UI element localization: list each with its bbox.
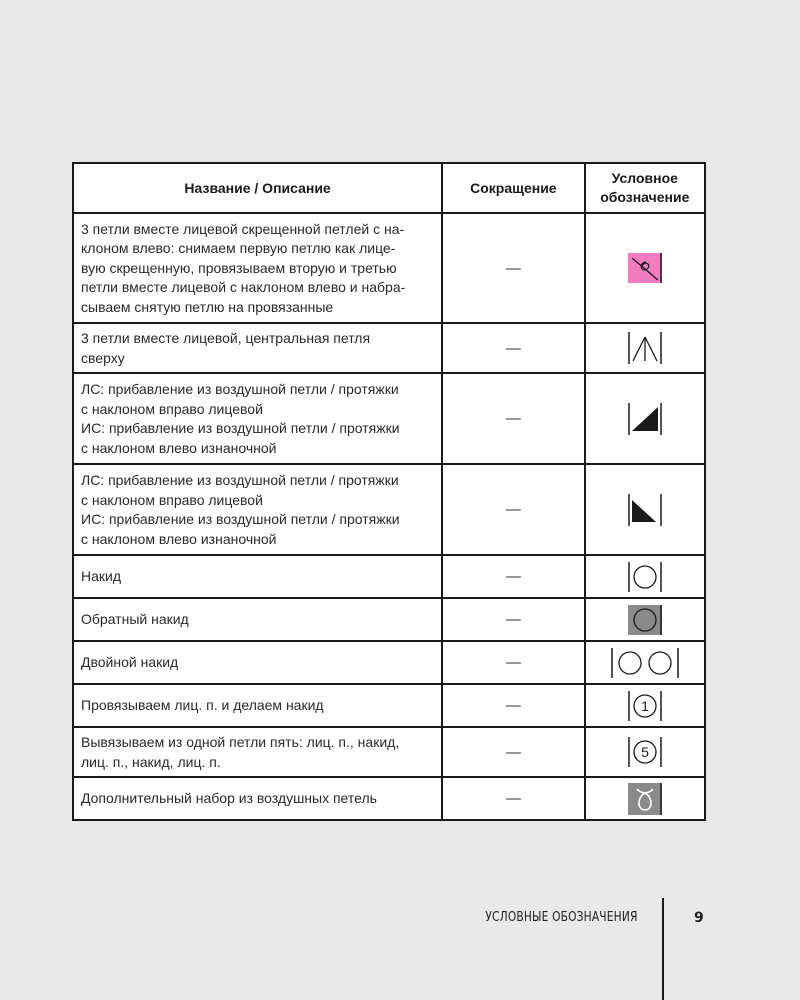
right-increase-triangle-icon <box>628 403 662 435</box>
circled-one-icon <box>628 691 662 721</box>
row-abbreviation: — <box>442 373 584 464</box>
row-description: 3 петли вместе лицевой скрещенной петлей с на- клоном влево: снимаем первую петлю как лице- вую скрещенную, провязываем вторую и третью петли вместе лицевой с наклоном влево и набра- сываем снятую петлю на провязанные <box>73 213 442 323</box>
table-row <box>73 464 705 555</box>
header-abbreviation: Сокращение <box>442 163 584 213</box>
table-row <box>73 598 705 641</box>
symbols-legend-table <box>72 162 706 821</box>
table-row <box>73 727 705 777</box>
row-description: Обратный накид <box>73 598 442 641</box>
row-description: ЛС: прибавление из воздушной петли / протяжки с наклоном вправо лицевой ИС: прибавление из воздушной петли / протяжки с наклоном влево изнаночной <box>73 464 442 555</box>
table-row <box>73 555 705 598</box>
row-description: ЛС: прибавление из воздушной петли / протяжки с наклоном вправо лицевой ИС: прибавление из воздушной петли / протяжки с наклоном влево изнаночной <box>73 373 442 464</box>
reverse-yarn-over-circle-icon <box>628 605 662 635</box>
row-symbol-cell <box>585 684 705 727</box>
running-footer-section-title: УСЛОВНЫЕ ОБОЗНАЧЕНИЯ <box>485 910 638 925</box>
chain-cast-on-loop-icon <box>628 783 662 815</box>
footer-divider <box>662 898 664 1000</box>
left-increase-triangle-icon <box>628 494 662 526</box>
row-abbreviation: — <box>442 464 584 555</box>
row-description: 3 петли вместе лицевой, центральная петля сверху <box>73 323 442 373</box>
table-row <box>73 323 705 373</box>
row-abbreviation: — <box>442 641 584 684</box>
row-symbol-cell <box>585 727 705 777</box>
page-number: 9 <box>694 910 704 926</box>
row-symbol-cell <box>585 777 705 820</box>
row-abbreviation: — <box>442 213 584 323</box>
central-double-decrease-icon <box>628 332 662 364</box>
row-symbol-cell <box>585 598 705 641</box>
header-symbol: Условное обозначение <box>585 163 705 213</box>
table-row <box>73 213 705 323</box>
row-symbol-cell <box>585 641 705 684</box>
row-description: Дополнительный набор из воздушных петель <box>73 777 442 820</box>
row-symbol-cell <box>585 555 705 598</box>
circled-five-icon <box>628 737 662 767</box>
table-header-row <box>73 163 705 213</box>
yarn-over-circle-icon <box>628 562 662 592</box>
table-row <box>73 684 705 727</box>
row-description: Вывязываем из одной петли пять: лиц. п., накид, лиц. п., накид, лиц. п. <box>73 727 442 777</box>
row-abbreviation: — <box>442 727 584 777</box>
row-symbol-cell <box>585 373 705 464</box>
row-symbol-cell <box>585 464 705 555</box>
row-symbol-cell <box>585 323 705 373</box>
row-description: Двойной накид <box>73 641 442 684</box>
row-abbreviation: — <box>442 323 584 373</box>
row-abbreviation: — <box>442 777 584 820</box>
symbol-digit: 5 <box>640 744 649 760</box>
row-abbreviation: — <box>442 555 584 598</box>
row-symbol-cell <box>585 213 705 323</box>
table-row <box>73 373 705 464</box>
header-name-description: Название / Описание <box>73 163 442 213</box>
row-abbreviation: — <box>442 684 584 727</box>
double-yarn-over-icon <box>611 648 679 678</box>
row-description: Накид <box>73 555 442 598</box>
table-row <box>73 641 705 684</box>
row-description: Провязываем лиц. п. и делаем накид <box>73 684 442 727</box>
pink-crossed-decrease-icon <box>628 253 662 283</box>
row-abbreviation: — <box>442 598 584 641</box>
table-row <box>73 777 705 820</box>
symbol-digit: 1 <box>640 697 649 714</box>
